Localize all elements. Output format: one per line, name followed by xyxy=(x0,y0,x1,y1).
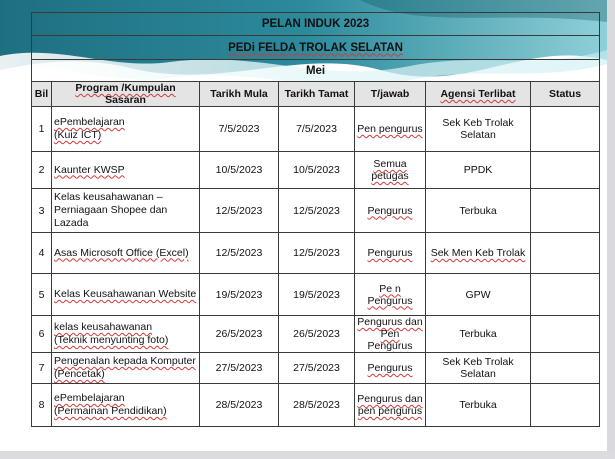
col-header-status: Status xyxy=(531,82,600,107)
cell-tjawab: Pen pengurus xyxy=(355,107,426,152)
cell-tjawab: Pengurus xyxy=(355,353,426,384)
cell-bil: 4 xyxy=(32,233,52,274)
cell-tjawab: Pengurus xyxy=(355,189,426,233)
cell-status xyxy=(531,316,600,353)
cell-tarikh-mula: 26/5/2023 xyxy=(200,316,279,353)
cell-status xyxy=(531,233,600,274)
cell-agensi: PPDK xyxy=(426,152,531,189)
cell-program: Asas Microsoft Office (Excel) xyxy=(52,233,200,274)
cell-tjawab: Pengurus dan pen pengurus xyxy=(355,384,426,427)
cell-tarikh-mula: 27/5/2023 xyxy=(200,353,279,384)
cell-agensi: Terbuka xyxy=(426,316,531,353)
cell-tjawab: Pengurus xyxy=(355,233,426,274)
cell-tarikh-mula: 12/5/2023 xyxy=(200,189,279,233)
cell-program: Kelas Keusahawanan Website xyxy=(52,274,200,316)
cell-tarikh-tamat: 28/5/2023 xyxy=(279,384,355,427)
cell-tjawab: Semua petugas xyxy=(355,152,426,189)
table-row xyxy=(32,152,600,189)
cell-tjawab: Pengurus dan Pen Pengurus xyxy=(355,316,426,353)
master-plan-table xyxy=(31,12,600,427)
cell-agensi: Sek Keb Trolak Selatan xyxy=(426,353,531,384)
cell-agensi: Sek Keb Trolak Selatan xyxy=(426,107,531,152)
cell-tarikh-tamat: 12/5/2023 xyxy=(279,189,355,233)
table-row xyxy=(32,233,600,274)
cell-tarikh-mula: 12/5/2023 xyxy=(200,233,279,274)
cell-tarikh-tamat: 7/5/2023 xyxy=(279,107,355,152)
cell-status xyxy=(531,384,600,427)
cell-tarikh-mula: 10/5/2023 xyxy=(200,152,279,189)
cell-agensi: Terbuka xyxy=(426,384,531,427)
col-header-tarikh-mula: Tarikh Mula xyxy=(200,82,279,107)
plan-month: Mei xyxy=(32,60,600,82)
cell-program: Pengenalan kepada Komputer (Pencetak) xyxy=(52,353,200,384)
col-header-agensi: Agensi Terlibat xyxy=(426,82,531,107)
cell-bil: 8 xyxy=(32,384,52,427)
cell-bil: 6 xyxy=(32,316,52,353)
cell-status xyxy=(531,274,600,316)
cell-bil: 3 xyxy=(32,189,52,233)
table-row xyxy=(32,353,600,384)
cell-status xyxy=(531,353,600,384)
col-header-program: Program /Kumpulan Sasaran xyxy=(52,82,200,107)
cell-tarikh-tamat: 27/5/2023 xyxy=(279,353,355,384)
cell-bil: 2 xyxy=(32,152,52,189)
plan-subtitle: PEDi FELDA TROLAK SELATAN xyxy=(32,36,600,60)
page-edge-bottom xyxy=(0,451,615,459)
cell-bil: 7 xyxy=(32,353,52,384)
cell-program: kelas keusahawanan (Teknik menyunting foto) xyxy=(52,316,200,353)
cell-tarikh-mula: 19/5/2023 xyxy=(200,274,279,316)
plan-title: PELAN INDUK 2023 xyxy=(32,13,600,36)
cell-tarikh-mula: 7/5/2023 xyxy=(200,107,279,152)
table-row xyxy=(32,189,600,233)
cell-program: ePembelajaran (Kuiz ICT) xyxy=(52,107,200,152)
col-header-bil: Bil xyxy=(32,82,52,107)
col-header-tjawab: T/jawab xyxy=(355,82,426,107)
cell-tjawab: Pe n Pengurus xyxy=(355,274,426,316)
table-row xyxy=(32,384,600,427)
cell-program: ePembelajaran (Permainan Pendidikan) xyxy=(52,384,200,427)
cell-status xyxy=(531,107,600,152)
cell-tarikh-tamat: 10/5/2023 xyxy=(279,152,355,189)
cell-status xyxy=(531,152,600,189)
cell-status xyxy=(531,189,600,233)
cell-tarikh-tamat: 12/5/2023 xyxy=(279,233,355,274)
cell-program: Kaunter KWSP xyxy=(52,152,200,189)
col-header-tarikh-tamat: Tarikh Tamat xyxy=(279,82,355,107)
table-header-row xyxy=(32,82,600,107)
cell-tarikh-mula: 28/5/2023 xyxy=(200,384,279,427)
cell-tarikh-tamat: 26/5/2023 xyxy=(279,316,355,353)
cell-bil: 1 xyxy=(32,107,52,152)
page-edge-right xyxy=(607,0,615,459)
cell-agensi: GPW xyxy=(426,274,531,316)
cell-program: Kelas keusahawanan – Perniagaan Shopee dan Lazada xyxy=(52,189,200,233)
table-row xyxy=(32,274,600,316)
cell-agensi: Sek Men Keb Trolak xyxy=(426,233,531,274)
cell-bil: 5 xyxy=(32,274,52,316)
cell-tarikh-tamat: 19/5/2023 xyxy=(279,274,355,316)
cell-agensi: Terbuka xyxy=(426,189,531,233)
table-row xyxy=(32,316,600,353)
table-row xyxy=(32,107,600,152)
